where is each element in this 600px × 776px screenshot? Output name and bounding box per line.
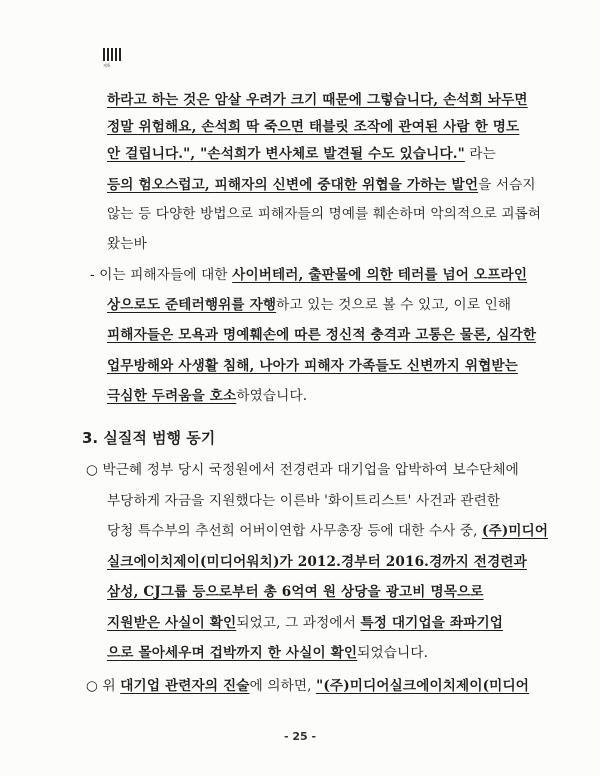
text-line: 삼성, CJ그룹 등으로부터 총 6억여 원 상당을 광고비 명목으로	[107, 584, 484, 600]
text-span: 안 걸립니다.",	[107, 146, 196, 162]
text-line	[107, 296, 511, 314]
section-heading: 3. 실질적 범행 동기	[82, 429, 216, 447]
text-span: 극심한 두려움을 호소	[107, 388, 237, 404]
text-line	[86, 677, 529, 695]
text-span: 라는	[464, 146, 496, 162]
text-span: 지원받은 사실이 확인	[107, 615, 237, 631]
text-line: 왔는바	[107, 236, 147, 252]
text-span: - 이는 피해자들에 대한	[90, 267, 233, 283]
text-span: "손석희가 변사체로 발견될 수도 있습니다."	[195, 146, 465, 162]
text-line	[107, 644, 428, 662]
text-line: ○ 박근혜 정부 당시 국정원에서 전경련과 대기업을 압박하여 보수단체에	[86, 462, 519, 478]
text-span: 으로 몰아세우며 겁박까지 한 사실이 확인	[107, 645, 358, 661]
text-span: 특정 대기업을 좌파기업	[360, 615, 504, 631]
text-line	[107, 176, 536, 194]
text-line	[90, 266, 527, 284]
text-line: 업무방해와 사생활 침해, 나아가 피해자 가족들도 신변까지 위협받는	[107, 358, 518, 374]
text-span: 사이버테러, 출판물에 의한 테러를 넘어 오프라인	[232, 267, 528, 283]
text-line	[107, 614, 503, 632]
text-line	[107, 387, 307, 405]
text-span: 대기업 관련자의 진술	[120, 678, 250, 694]
text-line: 실크에이치제이(미디어워치)가 2012.경부터 2016.경까지 전경련과	[107, 554, 527, 570]
text-line	[107, 145, 496, 163]
organization-logo	[103, 48, 129, 70]
text-span: 하였습니다.	[236, 388, 308, 404]
text-span: 당청 특수부의 추선희 어버이연합 사무총장 등에 대한 수사 중,	[107, 523, 483, 539]
text-span: 을 서슴지	[478, 177, 536, 193]
text-line: 않는 등 다양한 방법으로 피해자들의 명예를 훼손하며 악의적으로 괴롭혀	[107, 206, 542, 222]
text-span: 하고 있는 것으로 볼 수 있고, 이로 인해	[276, 297, 512, 313]
text-line: 하라고 하는 것은 암살 우려가 크기 때문에 그렇습니다, 손석희 놔두면	[107, 92, 528, 108]
text-line: 부당하게 자금을 지원했다는 이른바 '화이트리스트' 사건과 관련한	[107, 493, 501, 509]
page-number: - 25 -	[283, 730, 317, 743]
text-line	[107, 522, 548, 540]
text-line: 정말 위험해요, 손석희 딱 죽으면 태블릿 조작에 관여된 사람 한 명도	[107, 119, 520, 135]
text-span: 등의 험오스럽고,	[107, 177, 215, 193]
text-span: 에 의하면,	[249, 678, 317, 694]
text-span: ○ 위	[86, 678, 121, 694]
text-span: "(주)미디어실크에이치제이(미디어	[316, 678, 530, 694]
text-span: 되었습니다.	[357, 645, 429, 661]
text-span: (주)미디어	[482, 523, 549, 539]
text-span: 되었고, 그 과정에서	[236, 615, 361, 631]
logo-label: 제6	[103, 63, 111, 68]
text-line: 피해자들은 모욕과 명예훼손에 따른 정신적 충격과 고통은 물론, 심각한	[107, 327, 537, 343]
text-span: 상으로도 준테러행위를 자행	[107, 297, 277, 313]
text-span: 피해자의 신변에 중대한 위협을 가하는 발언	[214, 177, 479, 193]
